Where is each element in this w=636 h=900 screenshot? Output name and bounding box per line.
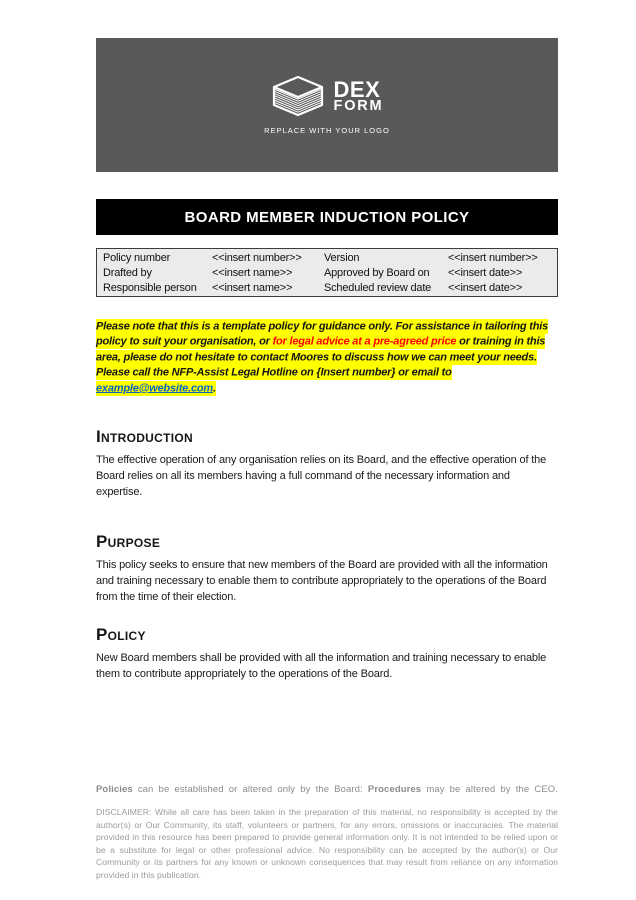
- table-cell-value: <<insert name>>: [212, 266, 293, 279]
- table-cell-value: <<insert date>>: [448, 266, 523, 279]
- table-cell-label: Drafted by: [103, 266, 152, 279]
- section-heading-introduction: Introduction: [96, 427, 193, 446]
- section-heading-policy: Policy: [96, 625, 146, 644]
- brand-name-dex: DEX: [333, 77, 381, 102]
- document-title: BOARD MEMBER INDUCTION POLICY: [184, 208, 470, 226]
- table-cell-label: Responsible person: [103, 281, 197, 294]
- footer-policies-text: can be established or altered only by the Board:: [132, 784, 368, 795]
- logo: [271, 75, 384, 119]
- table-cell-value: <<insert number>>: [212, 251, 302, 264]
- footer-policies-line: [96, 784, 558, 795]
- paper-stack-icon: [271, 75, 325, 119]
- brand-wordmark: [333, 77, 384, 114]
- section-body-policy: New Board members shall be provided with all the information and training necessary to enable them to contribute appropriately to the operations of the Board.: [96, 652, 547, 680]
- footer-policies-word: Policies: [96, 784, 133, 795]
- section-body-purpose: This policy seeks to ensure that new members of the Board are provided with all the information and training necessary to enable them to contribute appropriately to the operations of the Board from the time of their election.: [96, 559, 548, 603]
- notice-text: or training in this area, please do not hesitate to contact Moores to discuss how we can meet your needs. Please call the NFP-Assist Legal Hotline on {Insert number} or email to: [96, 335, 546, 379]
- table-cell-value: <<insert name>>: [212, 281, 293, 294]
- footer-procedures-word: Procedures: [367, 784, 422, 795]
- table-cell-value: <<insert number>>: [448, 251, 538, 264]
- table-cell-label: Version: [324, 251, 360, 264]
- notice-red-text: for legal advice at a pre-agreed price: [272, 335, 457, 348]
- table-cell-label: Policy number: [103, 251, 171, 264]
- email-link[interactable]: example@website.com: [96, 382, 213, 394]
- table-cell-value: <<insert date>>: [448, 281, 523, 294]
- policy-details-table: [96, 248, 558, 297]
- section-heading-purpose: Purpose: [96, 532, 161, 551]
- document-title-banner: [96, 199, 558, 235]
- template-notice: [96, 319, 557, 397]
- notice-text: Please note that this is a template policy for guidance only. For assistance in tailoring this policy to suit your organisation, or: [96, 320, 549, 348]
- logo-header: [96, 38, 558, 172]
- brand-name-form: FORM: [333, 98, 384, 114]
- footer-disclaimer: DISCLAIMER: While all care has been taken in the preparation of this material, no responsibility is accepted by the author(s) or Our Community, its staff, volunteers or partners, for any errors, omissions or inaccuracies. The material provided in this resource has been prepared to provide general information only. It is not intended to be relied upon or be a substitute for legal or other professional advice. No responsibility can be accepted by the author(s) or Our Community or its partners for any known or unknown consequences that may result from reliance on any information provided in this publication.: [96, 807, 558, 880]
- notice-text: .: [212, 382, 216, 394]
- section-body-introduction: The effective operation of any organisation relies on its Board, and the effective operation of the Board relies on all its members having a full command of the necessary information and expertise.: [96, 454, 547, 498]
- logo-placeholder-caption: REPLACE WITH YOUR LOGO: [264, 126, 390, 135]
- footer-policies-text: may be altered by the CEO.: [421, 784, 558, 795]
- table-cell-label: Approved by Board on: [324, 266, 430, 279]
- table-cell-label: Scheduled review date: [324, 281, 432, 294]
